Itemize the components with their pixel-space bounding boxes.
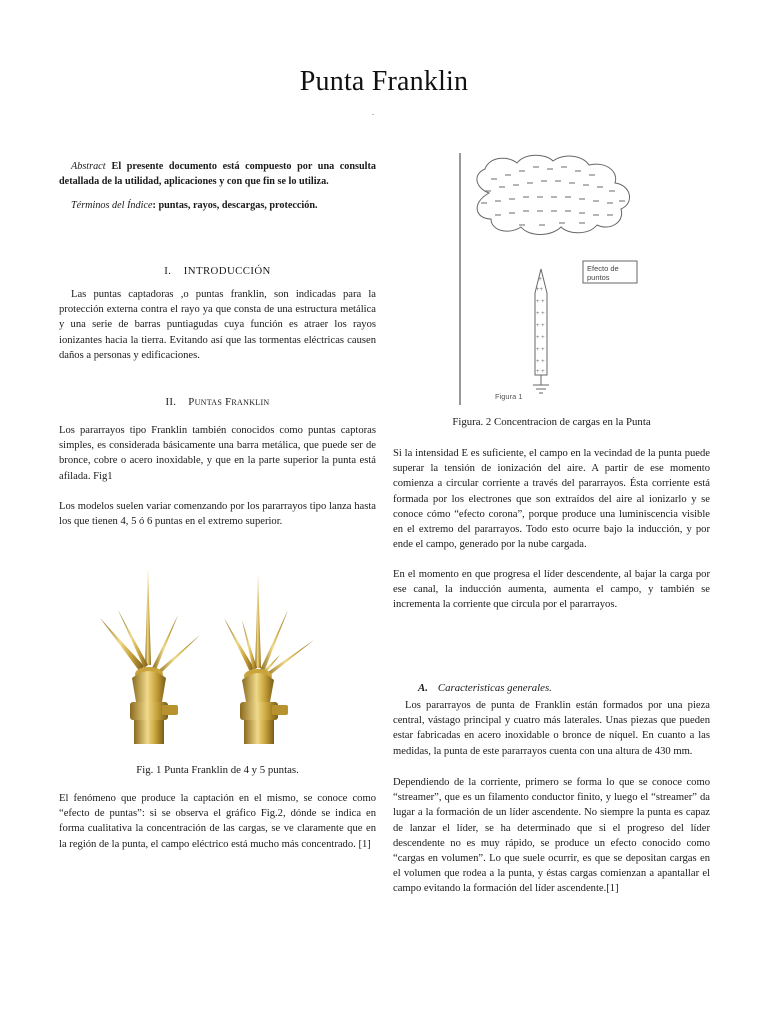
fig2-figure-label: Figura 1 xyxy=(495,392,523,401)
fig1-caption: Fig. 1 Punta Franklin de 4 y 5 puntas. xyxy=(136,764,299,776)
abstract-text: El presente documento está compuesto por una consulta detallada de la utilidad, aplicaciones y con que fin se lo utiliza. xyxy=(59,161,376,187)
svg-text:+ +: + + xyxy=(536,299,545,305)
subsection-a-letter: A. xyxy=(418,682,428,694)
subsection-a-title: Caracteristicas generales. xyxy=(437,682,552,694)
section-2-paragraph-1: Los pararrayos tipo Franklin también conocidos como puntas captoras simples, es considerada básicamente una barra metálica, que puede ser de bronce, cobre o acero inoxidable, y que en la parte superior la punta está afilada. Fig1 xyxy=(59,425,376,482)
subsection-a-heading xyxy=(418,682,552,694)
svg-text:+ +: + + xyxy=(536,347,545,353)
right-paragraph-2: En el momento en que progresa el líder descendente, al bajar la carga por ese canal, la inducción aumenta, aumenta el campo, y también se incrementa la corriente que circula por el pararrayos. xyxy=(393,569,710,611)
section-2-paragraph-2: Los modelos suelen variar comenzando por los pararrayos tipo lanza hasta los que tienen 4, 5 ó 6 puntas en el extremo superior. xyxy=(59,501,376,528)
fig2-label-line2: puntos xyxy=(587,273,610,282)
fig2-charge-concentration-image xyxy=(459,153,641,405)
abstract-label: Abstract xyxy=(71,161,106,172)
svg-text:+ +: + + xyxy=(536,369,545,375)
fig2-label-line1: Efecto de xyxy=(587,264,619,273)
paper-title: Punta Franklin xyxy=(299,66,469,97)
section-1-text: Las puntas captadoras ,o puntas franklin, son indicadas para la protección externa contra el rayo ya que consta de una estructura metálica y una serie de barras puntiagudas cuya función es atraer los rayos ionizantes hacia la tierra. Evitando así que las tormentas eléctricas causen daños a personas y edificaciones. xyxy=(59,289,376,361)
index-terms-label: Términos del Índice xyxy=(71,200,153,211)
fig2-caption: Figura. 2 Concentracion de cargas en la Punta xyxy=(452,416,651,428)
svg-text:++: ++ xyxy=(536,287,544,293)
rod-4-points-icon xyxy=(100,568,200,744)
index-terms xyxy=(59,199,376,214)
right-paragraph-1: Si la intensidad E es suficiente, el campo en la vecindad de la punta puede superar la tensión de ionización del aire. A partir de ese momento comienza a circular corriente a través del pararrayos. Ésta corriente está formada por los electrones que son extraídos del aire al ionizarlo y se conoce cómo “efecto corona”, porque produce una luminiscencia visible en el extremo del pararrayos. Todo esto ocurre bajo la inducción, y por ende el campo, generado por la nube cargada. xyxy=(393,448,710,551)
fig1-lightning-rods-image xyxy=(92,560,322,752)
abstract xyxy=(59,160,376,189)
rod-5-points-icon xyxy=(224,574,314,744)
left-bottom-paragraph: El fenómeno que produce la captación en el mismo, se conoce como “efecto de puntas”: si se observa el gráfico Fig.2, dónde se indica en forma cualitativa la concentración de las cargas, se ve claramente que en la región de la punta, el campo eléctrico está mucho más concentrado. [1] xyxy=(59,793,376,850)
svg-text:+: + xyxy=(538,276,543,283)
subsection-a-paragraph-2: Dependiendo de la corriente, primero se forma lo que se conoce como “streamer”, que es un filamento conductor finito, y luego el “streamer” da lugar a la formación de un líder ascendente. No siempre la punta es capaz de lanzar el líder, se ha determinado que si el progreso del líder descendente no es muy rápido, se produce un efecto conocido como “cargas en volumen”. Lo que suele ocurrir, es que se depositan cargas en el volumen que rodea a la punta, y éstas cargas comienzan a apantallar el campo evitando la formación del líder ascendente.[1] xyxy=(393,777,710,895)
left-column xyxy=(59,160,376,214)
svg-text:+ +: + + xyxy=(536,335,545,341)
section-1-heading: I. INTRODUCCIÓN xyxy=(164,265,271,277)
title-dot: . xyxy=(372,108,374,117)
svg-text:+ +: + + xyxy=(536,311,545,317)
svg-text:+ +: + + xyxy=(536,323,545,329)
section-2-heading: II. Puntas Franklin xyxy=(165,396,270,408)
svg-text:+ +: + + xyxy=(536,359,545,365)
subsection-a-paragraph-1: Los pararrayos de punta de Franklin están formados por una pieza central, vástago principal y cuatro más laterales. Unas piezas que pueden estar fabricadas en acero inoxidable o bronce de níquel. En cuanto a las medidas, la punta de este pararrayos cuenta con una altura de 430 mm. xyxy=(393,700,710,757)
index-terms-text: : puntas, rayos, descargas, protección. xyxy=(152,200,318,211)
